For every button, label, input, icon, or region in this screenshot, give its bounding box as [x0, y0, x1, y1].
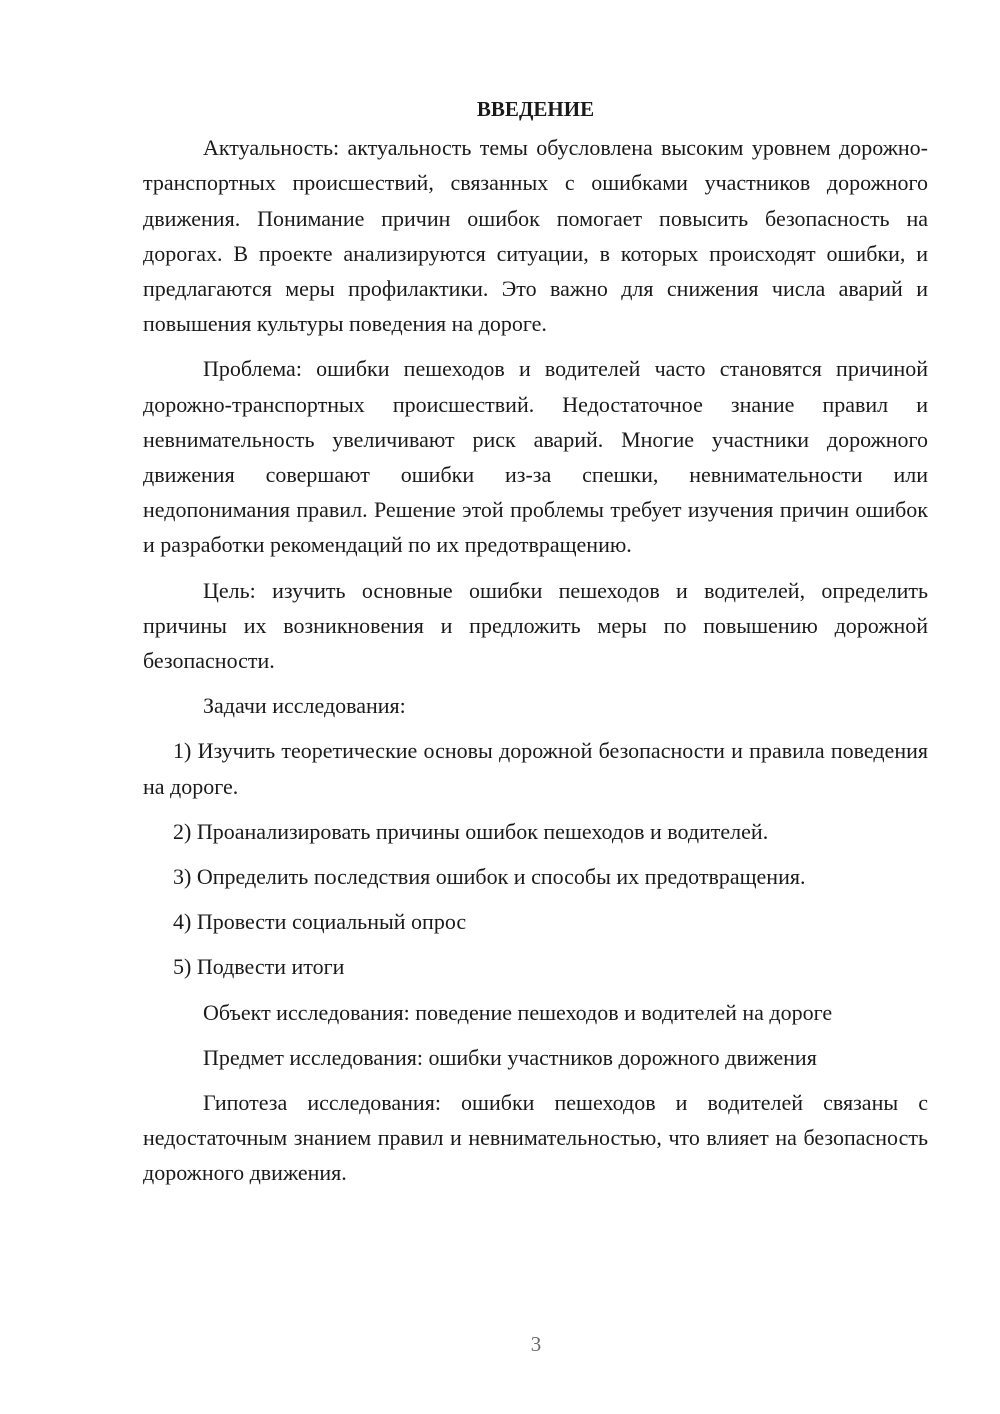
- task-item-3: 3) Определить последствия ошибок и способы их предотвращения.: [173, 864, 806, 890]
- tasks-heading: Задачи исследования:: [203, 693, 406, 719]
- subject-line: Предмет исследования: ошибки участников дорожного движения: [203, 1044, 817, 1070]
- problem-paragraph: Проблема: ошибки пешеходов и водителей часто становятся причиной дорожно-транспортных происшествий. Недостаточное знание правил и невнимательность увеличивают риск аварий. Многие участники дорожного движения совершают ошибки из-за спешки, невнимательности или недопонимания правил. Решение этой проблемы требует изучения причин ошибок и разработки рекомендаций по их предотвращению.: [143, 356, 928, 558]
- page-content: [143, 92, 928, 1201]
- task-item-4: 4) Провести социальный опрос: [173, 909, 467, 935]
- task-item-2: 2) Проанализировать причины ошибок пешеходов и водителей.: [173, 818, 769, 844]
- task-item-1: 1) Изучить теоретические основы дорожной безопасности и правила поведения на дороге.: [143, 738, 928, 799]
- object-line: Объект исследования: поведение пешеходов и водителей на дороге: [203, 999, 833, 1025]
- section-title: ВВЕДЕНИЕ: [476, 97, 595, 121]
- relevance-paragraph: Актуальность: актуальность темы обусловлена высоким уровнем дорожно-транспортных происшествий, связанных с ошибками участников дорожного движения. Понимание причин ошибок помогает повысить безопасность на дорогах. В проекте анализируются ситуации, в которых происходят ошибки, и предлагаются меры профилактики. Это важно для снижения числа аварий и повышения культуры поведения на дороге.: [143, 135, 928, 337]
- hypothesis-paragraph: Гипотеза исследования: ошибки пешеходов и водителей связаны с недостаточным знанием правил и невнимательностью, что влияет на безопасность дорожного движения.: [143, 1090, 928, 1186]
- task-item-5: 5) Подвести итоги: [173, 954, 345, 980]
- goal-paragraph: Цель: изучить основные ошибки пешеходов и водителей, определить причины их возникновения и предложить меры по повышению дорожной безопасности.: [143, 577, 928, 674]
- page-number: 3: [530, 1332, 542, 1356]
